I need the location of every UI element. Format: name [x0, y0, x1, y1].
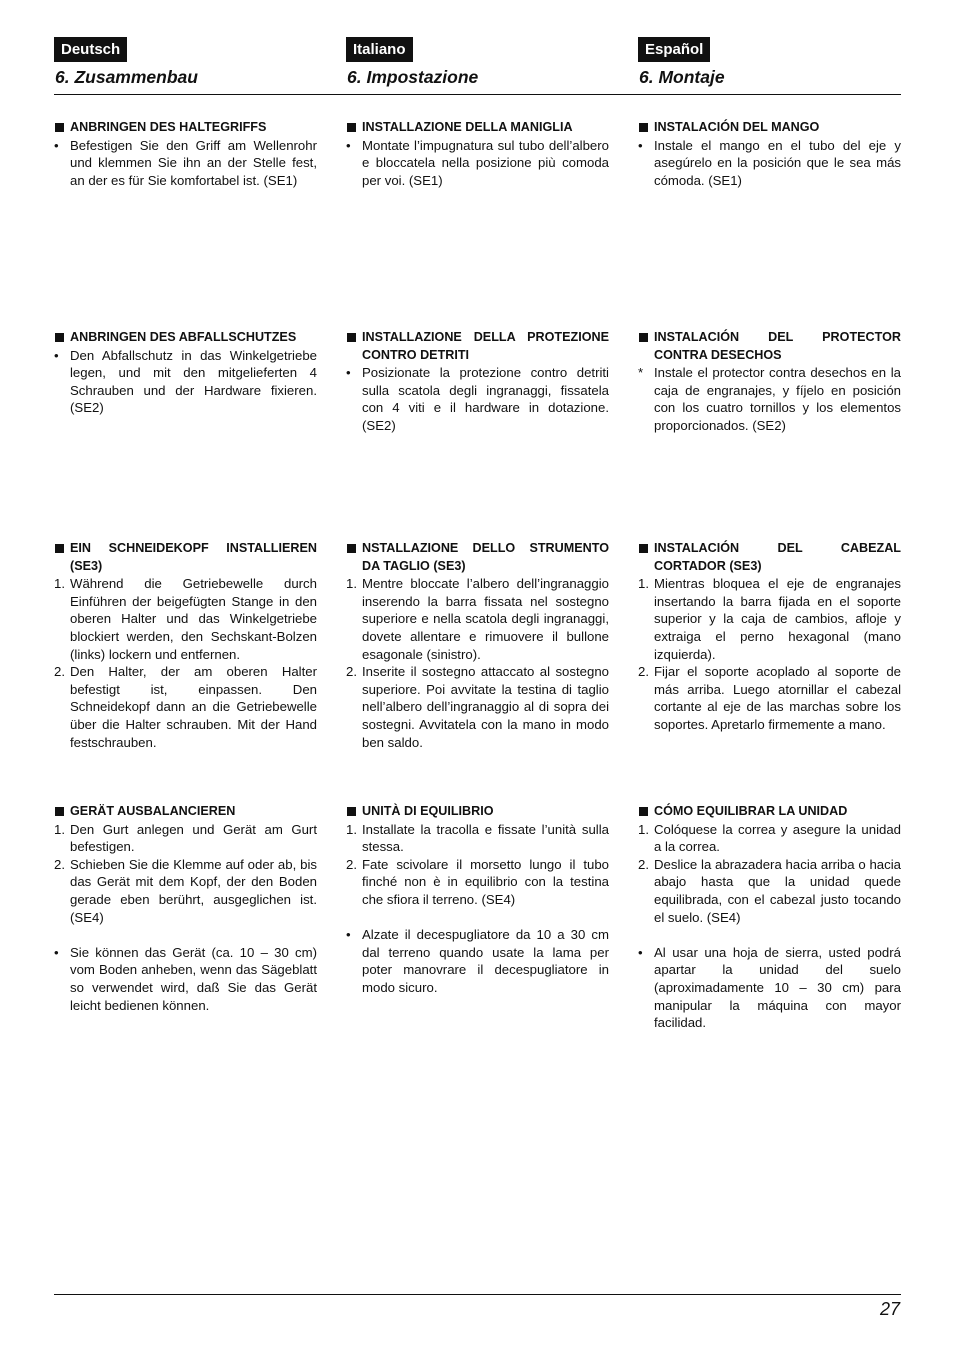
- item-marker: 2.: [346, 664, 357, 680]
- list-item: [638, 575, 901, 663]
- spacer: [638, 926, 901, 944]
- item-marker: 1.: [54, 821, 65, 837]
- list-item: [54, 856, 317, 926]
- item-text: Den Gurt anlegen und Gerät am Gurt befestigen.: [70, 821, 317, 855]
- item-marker: •: [638, 944, 643, 960]
- section-protezione: [346, 329, 609, 435]
- item-marker: 2.: [638, 664, 649, 680]
- list-item: [638, 944, 901, 1032]
- section-heading: [346, 329, 609, 364]
- section-heading: [346, 803, 609, 821]
- section-heading: [638, 329, 901, 364]
- section-equilibrio: [346, 803, 609, 997]
- section-heading-text: ANBRINGEN DES HALTEGRIFFS: [70, 120, 267, 134]
- spacer: [346, 909, 609, 927]
- section-heading-text: INSTALACIÓN DEL MANGO: [654, 120, 820, 134]
- section-heading: [638, 803, 901, 821]
- item-marker: •: [638, 137, 643, 153]
- item-text: Während die Getriebewelle durch Einführen der beigefügten Stange in den oberen Halter und das Winkelgetriebe blockiert werden, den Sechskant-Bolzen (links) lockern und entfernen.: [70, 576, 317, 662]
- square-bullet-icon: [347, 544, 356, 553]
- section-heading: [638, 119, 901, 137]
- section-mango: [638, 119, 901, 189]
- square-bullet-icon: [639, 123, 648, 132]
- item-text: Befestigen Sie den Griff am Wellenrohr und klemmen Sie ihn an der Stelle fest, an der es für Sie komfortabel ist. (SE1): [70, 137, 317, 188]
- item-marker: •: [54, 137, 59, 153]
- section-heading: [54, 119, 317, 137]
- section-heading: [54, 803, 317, 821]
- item-marker: 1.: [54, 576, 65, 592]
- square-bullet-icon: [347, 333, 356, 342]
- page-number: 27: [879, 1299, 900, 1319]
- item-text: Deslice la abrazadera hacia arriba o hacia abajo hasta que la unidad quede equilibrada, con el cabezal justo tocando el suelo. (SE4): [654, 856, 901, 925]
- section-heading: [54, 329, 317, 347]
- square-bullet-icon: [55, 544, 64, 553]
- item-marker: •: [54, 944, 59, 960]
- list-item: [346, 926, 609, 996]
- list-item: [346, 137, 609, 190]
- item-marker: •: [346, 137, 351, 153]
- section-strumento-taglio: [346, 540, 609, 751]
- item-text: Al usar una hoja de sierra, usted podrá apartar la unidad del suelo (aproximadamente 10 – 30 cm) para manipular la máquina con mayor facilidad.: [654, 944, 901, 1031]
- square-bullet-icon: [55, 333, 64, 342]
- item-text: Mientras bloquea el eje de engranajes insertando la barra fijada en el soporte superior y la caja de cambios, afloje y extraiga el perno hexagonal (mano izquierda).: [654, 576, 901, 662]
- item-text: Den Abfallschutz in das Winkelgetriebe legen, und mit den mitgelieferten 4 Schrauben und der Hardware fixieren. (SE2): [70, 347, 317, 416]
- square-bullet-icon: [639, 544, 648, 553]
- section-equilibrar: [638, 803, 901, 1032]
- list-item: [54, 137, 317, 190]
- list-item: [638, 137, 901, 190]
- square-bullet-icon: [55, 123, 64, 132]
- language-tag: Español: [638, 37, 710, 62]
- item-text: Alzate il decespugliatore da 10 a 30 cm dal terreno quando usate la lama per poter manovrare il decespugliatore in modo sicuro.: [362, 927, 609, 995]
- item-text: Instale el mango en el tubo del eje y asegúrelo en la posición que le sea más cómoda. (SE1): [654, 137, 901, 188]
- item-text: Sie können das Gerät (ca. 10 – 30 cm) vom Boden anheben, wenn das Sägeblatt so verwendet wird, daß Sie das Gerät leicht bedienen können.: [70, 944, 317, 1013]
- section-heading-text: INSTALLAZIONE DELLA MANIGLIA: [362, 120, 573, 134]
- list-item: [638, 856, 901, 926]
- item-text: Instale el protector contra desechos en la caja de engranajes, y fíjelo en posición con los cuatro tornillos y los elementos proporcionados. (SE2): [654, 365, 901, 433]
- section-abfallschutz: [54, 329, 317, 417]
- item-marker: 2.: [54, 856, 65, 872]
- section-protector: [638, 329, 901, 435]
- item-marker: *: [638, 365, 644, 381]
- section-heading-text: UNITÀ DI EQUILIBRIO: [362, 804, 494, 818]
- item-text: Inserite il sostegno attaccato al sostegno superiore. Poi avvitate la testina di taglio nell’albero dell’ingranaggio al di sopra dei sostegni. Avvitatela con la mano in modo ben saldo.: [362, 664, 609, 750]
- square-bullet-icon: [639, 807, 648, 816]
- item-text: Colóquese la correa y asegure la unidad a la correa.: [654, 821, 901, 855]
- section-heading: [54, 540, 317, 575]
- list-item: [346, 663, 609, 751]
- list-item: [346, 575, 609, 663]
- section-heading: [346, 119, 609, 137]
- section-heading-text: EIN SCHNEIDEKOPF INSTALLIEREN (SE3): [70, 541, 317, 573]
- list-item: [54, 347, 317, 417]
- language-tag: Deutsch: [54, 37, 127, 62]
- item-text: Installate la tracolla e fissate l’unità sulla stessa.: [362, 821, 609, 855]
- section-heading-text: CÓMO EQUILIBRAR LA UNIDAD: [654, 804, 848, 818]
- item-text: Schieben Sie die Klemme auf oder ab, bis das Gerät mit dem Kopf, der den Boden gerade eben berührt, ausgeglichen ist. (SE4): [70, 856, 317, 925]
- section-haltegriff: [54, 119, 317, 189]
- item-marker: 1.: [346, 576, 357, 592]
- square-bullet-icon: [347, 807, 356, 816]
- item-marker: 2.: [638, 856, 649, 872]
- section-heading-text: NSTALLAZIONE DELLO STRUMENTO DA TAGLIO (SE3): [362, 541, 609, 573]
- chapter-title: 6. Zusammenbau: [55, 67, 198, 87]
- list-item: [54, 821, 317, 856]
- item-marker: 2.: [54, 664, 65, 680]
- item-text: Posizionate la protezione contro detriti sulla scatola degli ingranaggi, fissatela con 4 viti e il hardware in dotazione. (SE2): [362, 365, 609, 433]
- section-heading-text: INSTALACIÓN DEL PROTECTOR CONTRA DESECHOS: [654, 330, 901, 362]
- item-text: Fate scivolare il morsetto lungo il tubo finché non è in equilibrio con la testina che sfiora il terreno. (SE4): [362, 856, 609, 907]
- list-item: [346, 364, 609, 434]
- header-rule: [54, 94, 901, 95]
- item-marker: 2.: [346, 856, 357, 872]
- square-bullet-icon: [55, 807, 64, 816]
- list-item: [638, 663, 901, 733]
- item-text: Montate l’impugnatura sul tubo dell’albero e bloccatela nella posizione più comoda per voi. (SE1): [362, 137, 609, 188]
- list-item: [638, 821, 901, 856]
- list-item: [54, 944, 317, 1014]
- square-bullet-icon: [639, 333, 648, 342]
- chapter-title: 6. Impostazione: [347, 67, 479, 87]
- item-marker: •: [346, 927, 351, 943]
- list-item: [54, 575, 317, 663]
- section-ausbalancieren: [54, 803, 317, 1014]
- item-text: Den Halter, der am oberen Halter befestigt ist, einpassen. Den Schneidekopf dann an die Getriebewelle über die Halter schrauben. Mit der Hand festschrauben.: [70, 664, 317, 750]
- list-item: [346, 856, 609, 909]
- section-heading: [638, 540, 901, 575]
- section-cabezal: [638, 540, 901, 734]
- section-heading-text: ANBRINGEN DES ABFALLSCHUTZES: [70, 330, 297, 344]
- section-maniglia: [346, 119, 609, 189]
- spacer: [54, 926, 317, 944]
- item-marker: 1.: [638, 576, 649, 592]
- item-marker: 1.: [638, 821, 649, 837]
- square-bullet-icon: [347, 123, 356, 132]
- list-item: [638, 364, 901, 434]
- item-marker: •: [346, 365, 351, 381]
- section-heading-text: GERÄT AUSBALANCIEREN: [70, 804, 236, 818]
- language-tag: Italiano: [346, 37, 413, 62]
- item-text: Fijar el soporte acoplado al soporte de más arriba. Luego atornillar el cabezal cortante al eje de las marchas sobre los soportes. Apretarlo firmemente a mano.: [654, 664, 901, 732]
- footer-rule: [54, 1294, 901, 1295]
- item-marker: •: [54, 347, 59, 363]
- list-item: [54, 663, 317, 751]
- item-marker: 1.: [346, 821, 357, 837]
- section-heading-text: INSTALLAZIONE DELLA PROTEZIONE CONTRO DETRITI: [362, 330, 609, 362]
- section-heading-text: INSTALACIÓN DEL CABEZAL CORTADOR (SE3): [654, 541, 901, 573]
- section-schneidekopf: [54, 540, 317, 751]
- item-text: Mentre bloccate l’albero dell’ingranaggio inserendo la barra fissata nel sostegno superiore e nella scatola degli ingranaggi, dovete allentare e rimuovere il bullone esagonale (sinistro).: [362, 576, 609, 662]
- chapter-title: 6. Montaje: [639, 67, 725, 87]
- list-item: [346, 821, 609, 856]
- section-heading: [346, 540, 609, 575]
